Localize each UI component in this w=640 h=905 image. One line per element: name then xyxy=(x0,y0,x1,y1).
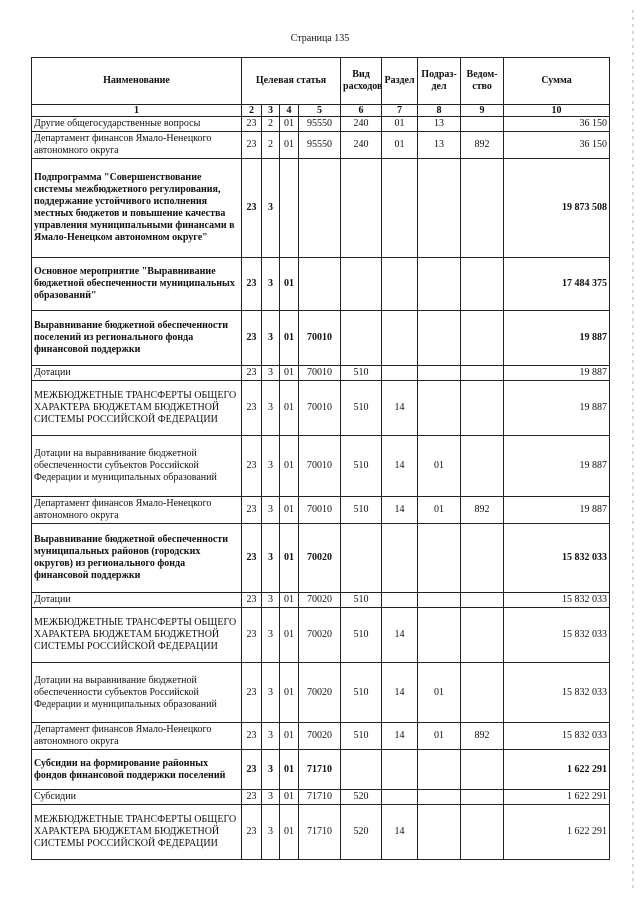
row-code-cell xyxy=(418,366,461,381)
row-name-cell: Дотации xyxy=(32,366,242,381)
row-code-cell: 70020 xyxy=(299,593,341,608)
row-code-cell: 01 xyxy=(280,366,299,381)
row-code-cell xyxy=(382,524,418,593)
row-code-cell xyxy=(418,750,461,790)
row-name-cell: Дотации на выравнивание бюджетной обеспеченности субъектов Российской Федерации и муниципальных образований xyxy=(32,436,242,497)
row-sum-cell: 19 873 508 xyxy=(504,159,610,258)
table-row xyxy=(32,790,610,805)
row-code-cell: 14 xyxy=(382,723,418,750)
row-code-cell: 70010 xyxy=(299,436,341,497)
colnum: 8 xyxy=(418,105,461,117)
row-code-cell: 23 xyxy=(242,593,262,608)
row-code-cell xyxy=(382,593,418,608)
colnum: 9 xyxy=(461,105,504,117)
row-code-cell: 23 xyxy=(242,159,262,258)
row-code-cell: 3 xyxy=(262,159,280,258)
row-sum-cell: 15 832 033 xyxy=(504,593,610,608)
row-code-cell: 13 xyxy=(418,132,461,159)
row-code-cell: 01 xyxy=(280,593,299,608)
row-name-cell: Департамент финансов Ямало-Ненецкого автономного округа xyxy=(32,497,242,524)
row-code-cell: 3 xyxy=(262,805,280,860)
row-sum-cell: 1 622 291 xyxy=(504,750,610,790)
row-sum-cell: 15 832 033 xyxy=(504,663,610,723)
table-row xyxy=(32,805,610,860)
table-row xyxy=(32,258,610,311)
row-code-cell: 70010 xyxy=(299,381,341,436)
row-name-cell: Выравнивание бюджетной обеспеченности поселений из регионального фонда финансовой поддержки xyxy=(32,311,242,366)
row-code-cell xyxy=(418,311,461,366)
row-code-cell: 510 xyxy=(341,381,382,436)
row-code-cell xyxy=(341,311,382,366)
row-code-cell xyxy=(299,159,341,258)
row-sum-cell: 19 887 xyxy=(504,497,610,524)
row-code-cell: 23 xyxy=(242,805,262,860)
row-code-cell: 510 xyxy=(341,608,382,663)
row-code-cell xyxy=(461,524,504,593)
row-sum-cell: 36 150 xyxy=(504,132,610,159)
row-code-cell: 01 xyxy=(382,117,418,132)
table-row xyxy=(32,117,610,132)
row-name-cell: Выравнивание бюджетной обеспеченности муниципальных районов (городских округов) из регионального фонда финансовой поддержки xyxy=(32,524,242,593)
row-code-cell: 01 xyxy=(280,750,299,790)
row-code-cell xyxy=(418,608,461,663)
row-code-cell xyxy=(382,258,418,311)
header-dept: Ведом-ство xyxy=(461,58,504,105)
row-code-cell xyxy=(341,159,382,258)
row-code-cell: 14 xyxy=(382,436,418,497)
row-code-cell: 01 xyxy=(382,132,418,159)
row-sum-cell: 19 887 xyxy=(504,366,610,381)
row-code-cell: 70020 xyxy=(299,663,341,723)
row-code-cell xyxy=(382,366,418,381)
row-code-cell xyxy=(341,258,382,311)
row-code-cell: 70020 xyxy=(299,608,341,663)
header-sum: Сумма xyxy=(504,58,610,105)
colnum: 2 xyxy=(242,105,262,117)
row-code-cell xyxy=(418,790,461,805)
row-code-cell: 70020 xyxy=(299,723,341,750)
table-row xyxy=(32,311,610,366)
row-code-cell xyxy=(461,663,504,723)
row-code-cell: 01 xyxy=(280,608,299,663)
header-kind: Вид расходов xyxy=(341,58,382,105)
row-code-cell: 01 xyxy=(280,132,299,159)
colnum: 5 xyxy=(299,105,341,117)
table-row xyxy=(32,381,610,436)
row-name-cell: МЕЖБЮДЖЕТНЫЕ ТРАНСФЕРТЫ ОБЩЕГО ХАРАКТЕРА БЮДЖЕТАМ БЮДЖЕТНОЙ СИСТЕМЫ РОССИЙСКОЙ ФЕДЕРАЦИИ xyxy=(32,381,242,436)
row-sum-cell: 15 832 033 xyxy=(504,723,610,750)
row-code-cell: 3 xyxy=(262,436,280,497)
row-code-cell: 14 xyxy=(382,608,418,663)
row-sum-cell: 19 887 xyxy=(504,381,610,436)
row-code-cell: 13 xyxy=(418,117,461,132)
row-code-cell: 23 xyxy=(242,608,262,663)
row-code-cell: 23 xyxy=(242,311,262,366)
row-code-cell xyxy=(280,159,299,258)
row-code-cell: 14 xyxy=(382,497,418,524)
row-name-cell: Департамент финансов Ямало-Ненецкого автономного округа xyxy=(32,723,242,750)
table-row xyxy=(32,663,610,723)
row-code-cell: 510 xyxy=(341,366,382,381)
row-code-cell: 01 xyxy=(418,723,461,750)
colnum: 4 xyxy=(280,105,299,117)
row-code-cell: 71710 xyxy=(299,750,341,790)
table-row xyxy=(32,159,610,258)
colnum: 7 xyxy=(382,105,418,117)
row-code-cell: 01 xyxy=(280,805,299,860)
row-code-cell xyxy=(341,750,382,790)
row-code-cell: 3 xyxy=(262,593,280,608)
row-code-cell: 95550 xyxy=(299,132,341,159)
row-code-cell xyxy=(461,381,504,436)
row-code-cell: 70010 xyxy=(299,311,341,366)
row-code-cell: 3 xyxy=(262,663,280,723)
row-code-cell: 3 xyxy=(262,381,280,436)
row-code-cell xyxy=(382,790,418,805)
row-code-cell xyxy=(461,117,504,132)
row-code-cell: 3 xyxy=(262,790,280,805)
row-sum-cell: 1 622 291 xyxy=(504,790,610,805)
row-name-cell: Субсидии на формирование районных фондов финансовой поддержки поселений xyxy=(32,750,242,790)
row-code-cell xyxy=(461,750,504,790)
row-code-cell xyxy=(418,593,461,608)
row-code-cell: 01 xyxy=(280,381,299,436)
row-code-cell: 3 xyxy=(262,366,280,381)
row-code-cell xyxy=(418,159,461,258)
table-header-row xyxy=(32,58,610,105)
table-row xyxy=(32,593,610,608)
table-row xyxy=(32,436,610,497)
row-code-cell: 70020 xyxy=(299,524,341,593)
row-code-cell: 520 xyxy=(341,790,382,805)
table-row xyxy=(32,608,610,663)
row-code-cell: 01 xyxy=(280,117,299,132)
row-code-cell xyxy=(418,524,461,593)
row-code-cell xyxy=(461,159,504,258)
row-sum-cell: 36 150 xyxy=(504,117,610,132)
table-row xyxy=(32,524,610,593)
row-code-cell: 2 xyxy=(262,117,280,132)
table-body xyxy=(32,117,610,860)
row-code-cell: 01 xyxy=(418,497,461,524)
row-code-cell xyxy=(382,311,418,366)
row-code-cell: 01 xyxy=(280,723,299,750)
row-code-cell: 70010 xyxy=(299,366,341,381)
row-code-cell: 510 xyxy=(341,593,382,608)
row-sum-cell: 15 832 033 xyxy=(504,608,610,663)
row-code-cell: 510 xyxy=(341,497,382,524)
row-code-cell: 2 xyxy=(262,132,280,159)
row-code-cell xyxy=(418,258,461,311)
row-code-cell: 23 xyxy=(242,524,262,593)
table-row xyxy=(32,750,610,790)
row-code-cell xyxy=(461,258,504,311)
table-row xyxy=(32,132,610,159)
row-code-cell: 520 xyxy=(341,805,382,860)
row-name-cell: Департамент финансов Ямало-Ненецкого автономного округа xyxy=(32,132,242,159)
row-code-cell xyxy=(461,366,504,381)
row-code-cell: 01 xyxy=(280,497,299,524)
row-code-cell: 70010 xyxy=(299,497,341,524)
row-code-cell: 23 xyxy=(242,663,262,723)
row-code-cell: 23 xyxy=(242,790,262,805)
row-name-cell: Дотации на выравнивание бюджетной обеспеченности субъектов Российской Федерации и муниципальных образований xyxy=(32,663,242,723)
row-code-cell: 23 xyxy=(242,132,262,159)
row-code-cell: 01 xyxy=(280,790,299,805)
row-code-cell: 510 xyxy=(341,663,382,723)
row-code-cell: 23 xyxy=(242,366,262,381)
table-row xyxy=(32,723,610,750)
row-code-cell xyxy=(461,593,504,608)
header-section: Раздел xyxy=(382,58,418,105)
colnum: 10 xyxy=(504,105,610,117)
row-name-cell: Субсидии xyxy=(32,790,242,805)
table-row xyxy=(32,366,610,381)
row-code-cell: 23 xyxy=(242,497,262,524)
row-code-cell: 892 xyxy=(461,497,504,524)
row-code-cell: 23 xyxy=(242,750,262,790)
scan-edge xyxy=(632,10,634,890)
header-target: Целевая статья xyxy=(242,58,341,105)
row-code-cell: 14 xyxy=(382,805,418,860)
row-code-cell xyxy=(461,790,504,805)
row-sum-cell: 1 622 291 xyxy=(504,805,610,860)
row-code-cell: 3 xyxy=(262,311,280,366)
row-code-cell xyxy=(418,805,461,860)
row-code-cell: 01 xyxy=(280,258,299,311)
row-name-cell: МЕЖБЮДЖЕТНЫЕ ТРАНСФЕРТЫ ОБЩЕГО ХАРАКТЕРА БЮДЖЕТАМ БЮДЖЕТНОЙ СИСТЕМЫ РОССИЙСКОЙ ФЕДЕРАЦИИ xyxy=(32,805,242,860)
row-code-cell xyxy=(382,159,418,258)
row-code-cell: 3 xyxy=(262,497,280,524)
row-code-cell: 01 xyxy=(280,311,299,366)
colnum: 3 xyxy=(262,105,280,117)
row-code-cell: 71710 xyxy=(299,790,341,805)
row-code-cell: 23 xyxy=(242,117,262,132)
row-code-cell: 240 xyxy=(341,132,382,159)
row-code-cell: 14 xyxy=(382,381,418,436)
row-code-cell xyxy=(461,436,504,497)
row-sum-cell: 17 484 375 xyxy=(504,258,610,311)
row-code-cell xyxy=(461,608,504,663)
row-code-cell xyxy=(341,524,382,593)
row-code-cell: 3 xyxy=(262,608,280,663)
row-name-cell: Другие общегосударственные вопросы xyxy=(32,117,242,132)
row-code-cell: 892 xyxy=(461,723,504,750)
row-code-cell: 510 xyxy=(341,723,382,750)
row-code-cell: 240 xyxy=(341,117,382,132)
row-code-cell: 23 xyxy=(242,723,262,750)
column-number-row xyxy=(32,105,610,117)
row-code-cell: 95550 xyxy=(299,117,341,132)
colnum: 6 xyxy=(341,105,382,117)
row-name-cell: Основное мероприятие "Выравнивание бюджетной обеспеченности муниципальных образований" xyxy=(32,258,242,311)
page-title: Страница 135 xyxy=(290,33,350,44)
row-code-cell: 01 xyxy=(280,663,299,723)
header-subsection: Подраз-дел xyxy=(418,58,461,105)
budget-table xyxy=(31,57,610,860)
row-sum-cell: 19 887 xyxy=(504,436,610,497)
row-code-cell: 01 xyxy=(280,436,299,497)
row-name-cell: Подпрограмма "Совершенствование системы межбюджетного регулирования, поддержание устойчивого исполнения местных бюджетов и повышение качества управления муниципальными финансами в Ямало-Ненецком автономном округе" xyxy=(32,159,242,258)
row-code-cell: 3 xyxy=(262,723,280,750)
row-code-cell: 71710 xyxy=(299,805,341,860)
row-code-cell xyxy=(382,750,418,790)
header-name: Наименование xyxy=(32,58,242,105)
row-code-cell xyxy=(461,311,504,366)
row-code-cell: 510 xyxy=(341,436,382,497)
row-code-cell xyxy=(299,258,341,311)
row-name-cell: МЕЖБЮДЖЕТНЫЕ ТРАНСФЕРТЫ ОБЩЕГО ХАРАКТЕРА БЮДЖЕТАМ БЮДЖЕТНОЙ СИСТЕМЫ РОССИЙСКОЙ ФЕДЕРАЦИИ xyxy=(32,608,242,663)
row-code-cell xyxy=(461,805,504,860)
row-code-cell: 14 xyxy=(382,663,418,723)
row-code-cell xyxy=(418,381,461,436)
row-code-cell: 01 xyxy=(418,663,461,723)
row-code-cell: 01 xyxy=(418,436,461,497)
row-code-cell: 3 xyxy=(262,524,280,593)
row-code-cell: 23 xyxy=(242,258,262,311)
row-sum-cell: 19 887 xyxy=(504,311,610,366)
row-code-cell: 892 xyxy=(461,132,504,159)
row-code-cell: 23 xyxy=(242,381,262,436)
colnum: 1 xyxy=(32,105,242,117)
row-code-cell: 3 xyxy=(262,750,280,790)
table-row xyxy=(32,497,610,524)
row-code-cell: 23 xyxy=(242,436,262,497)
row-name-cell: Дотации xyxy=(32,593,242,608)
row-sum-cell: 15 832 033 xyxy=(504,524,610,593)
row-code-cell: 3 xyxy=(262,258,280,311)
row-code-cell: 01 xyxy=(280,524,299,593)
